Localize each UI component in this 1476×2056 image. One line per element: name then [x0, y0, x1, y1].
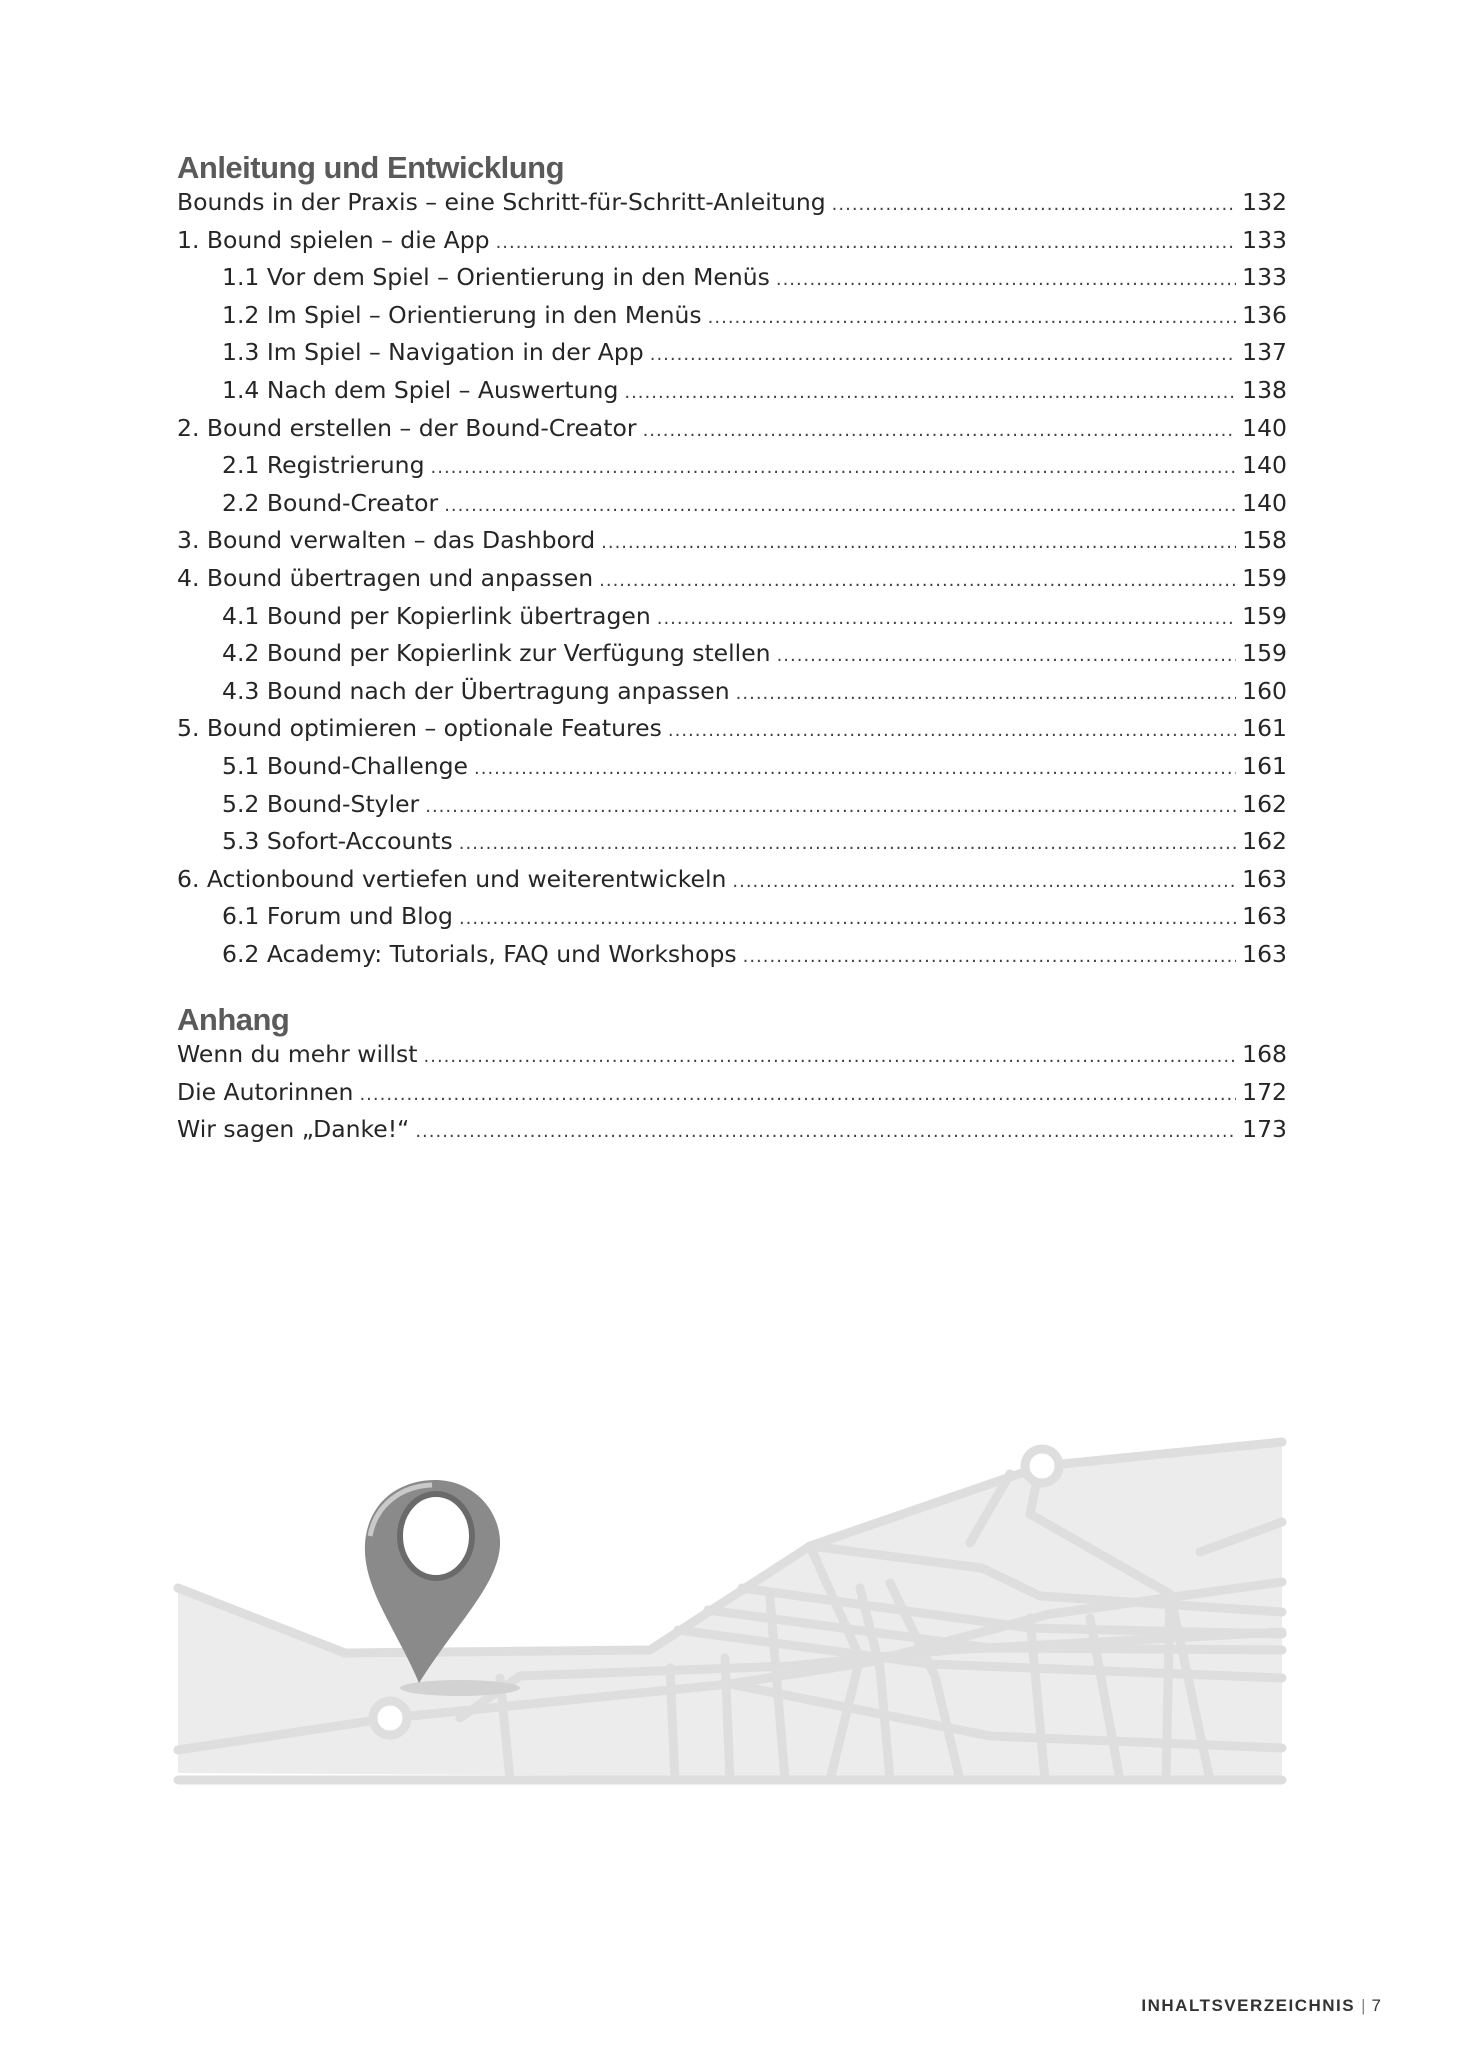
toc-dot-leader: [624, 382, 1236, 403]
toc-entry-title: 4. Bound übertragen und anpassen: [177, 563, 594, 592]
toc-list: [177, 1040, 1287, 1153]
toc-dot-leader: [459, 908, 1236, 929]
toc-dot-leader: [736, 683, 1236, 704]
toc-entry-page: 133: [1242, 225, 1287, 254]
map-node: [373, 1701, 407, 1735]
city-map-illustration: [170, 1418, 1290, 1858]
toc-entry-title: Die Autorinnen: [177, 1077, 354, 1106]
toc-entry-title: 1.2 Im Spiel – Orientierung in den Menüs: [222, 300, 702, 329]
toc-dot-leader: [732, 871, 1236, 892]
toc-entry: [177, 902, 1287, 940]
toc-dot-leader: [777, 645, 1237, 666]
toc-entry-page: 159: [1242, 563, 1287, 592]
toc-entry-title: Wir sagen „Danke!“: [177, 1115, 410, 1144]
toc-entry: [177, 489, 1287, 527]
toc-entry-page: 159: [1242, 639, 1287, 668]
toc-dot-leader: [668, 720, 1236, 741]
toc-entry: [177, 865, 1287, 903]
toc-dot-leader: [425, 796, 1236, 817]
toc-dot-leader: [657, 608, 1236, 629]
toc-entry: [177, 414, 1287, 452]
toc-entry-title: 5.3 Sofort-Accounts: [222, 827, 453, 856]
toc-entry-page: 140: [1242, 451, 1287, 480]
road: [670, 1668, 675, 1780]
toc-dot-leader: [599, 570, 1236, 591]
toc-entry-page: 137: [1242, 338, 1287, 367]
toc-entry-title: 2.1 Registrierung: [222, 451, 425, 480]
toc-entry-title: 1.4 Nach dem Spiel – Auswertung: [222, 375, 619, 404]
toc-entry-page: 173: [1242, 1115, 1287, 1144]
toc-entry: [177, 677, 1287, 715]
toc-dot-leader: [743, 946, 1237, 967]
section-heading: Anhang: [177, 1002, 290, 1037]
map-node: [1025, 1449, 1059, 1483]
toc-entry: [177, 790, 1287, 828]
toc-entry-title: 6.2 Academy: Tutorials, FAQ und Workshops: [222, 939, 737, 968]
toc-entry-title: 1.1 Vor dem Spiel – Orientierung in den Menüs: [222, 263, 770, 292]
toc-entry-title: 1. Bound spielen – die App: [177, 225, 490, 254]
toc-entry-title: 4.2 Bound per Kopierlink zur Verfügung stellen: [222, 639, 771, 668]
toc-entry-page: 163: [1242, 864, 1287, 893]
toc-dot-leader: [601, 532, 1236, 553]
pin-shadow: [400, 1680, 520, 1696]
toc-entry: [177, 451, 1287, 489]
toc-entry-page: 160: [1242, 676, 1287, 705]
toc-entry: [177, 376, 1287, 414]
toc-entry: [177, 827, 1287, 865]
toc-entry-title: 5. Bound optimieren – optionale Features: [177, 714, 662, 743]
toc-list: [177, 188, 1287, 977]
footer-separator: |: [1361, 1996, 1366, 2015]
pin-hole: [400, 1494, 472, 1578]
toc-entry-title: 5.1 Bound-Challenge: [222, 751, 469, 780]
toc-entry-title: 5.2 Bound-Styler: [222, 789, 420, 818]
toc-entry: [177, 639, 1287, 677]
toc-entry: [177, 714, 1287, 752]
toc-entry: [177, 188, 1287, 226]
toc-entry: [177, 263, 1287, 301]
toc-dot-leader: [776, 269, 1236, 290]
toc-section-anleitung: [177, 148, 1287, 977]
toc-dot-leader: [643, 420, 1237, 441]
toc-entry-page: 163: [1242, 902, 1287, 931]
toc-dot-leader: [459, 833, 1236, 854]
toc-entry-page: 172: [1242, 1077, 1287, 1106]
toc-entry-page: 161: [1242, 714, 1287, 743]
toc-dot-leader: [431, 457, 1237, 478]
toc-entry-page: 162: [1242, 789, 1287, 818]
toc-section-anhang: [177, 1000, 1287, 1153]
road: [1166, 1594, 1170, 1780]
toc-dot-leader: [496, 232, 1237, 253]
toc-entry-title: 2. Bound erstellen – der Bound-Creator: [177, 413, 637, 442]
toc-entry: [177, 226, 1287, 264]
toc-dot-leader: [424, 1046, 1237, 1067]
toc-entry: [177, 526, 1287, 564]
toc-entry-page: 138: [1242, 375, 1287, 404]
toc-dot-leader: [444, 495, 1236, 516]
toc-dot-leader: [359, 1084, 1236, 1105]
toc-entry-page: 136: [1242, 300, 1287, 329]
toc-entry-page: 163: [1242, 939, 1287, 968]
toc-entry-title: Bounds in der Praxis – eine Schritt-für-Schritt-Anleitung: [177, 188, 826, 216]
toc-entry-page: 159: [1242, 601, 1287, 630]
section-heading: Anleitung und Entwicklung: [177, 150, 565, 185]
toc-entry-title: 6.1 Forum und Blog: [222, 902, 453, 931]
toc-entry-page: 133: [1242, 263, 1287, 292]
toc-entry-title: 3. Bound verwalten – das Dashbord: [177, 526, 596, 555]
toc-entry: [177, 1078, 1287, 1116]
toc-dot-leader: [708, 307, 1236, 328]
toc-entry: [177, 752, 1287, 790]
toc-entry: [177, 940, 1287, 978]
road: [725, 1658, 730, 1780]
toc-entry-title: Wenn du mehr willst: [177, 1040, 418, 1068]
toc-entry-page: 140: [1242, 488, 1287, 517]
toc-entry: [177, 1040, 1287, 1078]
toc-entry-title: 2.2 Bound-Creator: [222, 488, 439, 517]
toc-entry: [177, 1115, 1287, 1153]
toc-dot-leader: [650, 344, 1236, 365]
toc-entry-page: 162: [1242, 827, 1287, 856]
toc-entry-page: 168: [1242, 1040, 1287, 1068]
toc-dot-leader: [832, 194, 1236, 215]
page-number: 7: [1371, 1996, 1381, 2015]
toc-entry-page: 161: [1242, 751, 1287, 780]
toc-entry: [177, 301, 1287, 339]
toc-entry-page: 158: [1242, 526, 1287, 555]
toc-entry-title: 4.3 Bound nach der Übertragung anpassen: [222, 676, 730, 705]
toc-dot-leader: [415, 1121, 1236, 1142]
toc-entry-page: 140: [1242, 413, 1287, 442]
toc-entry-title: 6. Actionbound vertiefen und weiterentwickeln: [177, 864, 727, 893]
toc-entry: [177, 338, 1287, 376]
page-footer: [1141, 1996, 1381, 2016]
toc-entry-title: 4.1 Bound per Kopierlink übertragen: [222, 601, 651, 630]
toc-dot-leader: [474, 758, 1236, 779]
toc-entry-page: 132: [1242, 188, 1287, 216]
footer-section-title: INHALTSVERZEICHNIS: [1141, 1996, 1356, 2015]
toc-entry: [177, 564, 1287, 602]
toc-entry-title: 1.3 Im Spiel – Navigation in der App: [222, 338, 644, 367]
toc-entry: [177, 602, 1287, 640]
